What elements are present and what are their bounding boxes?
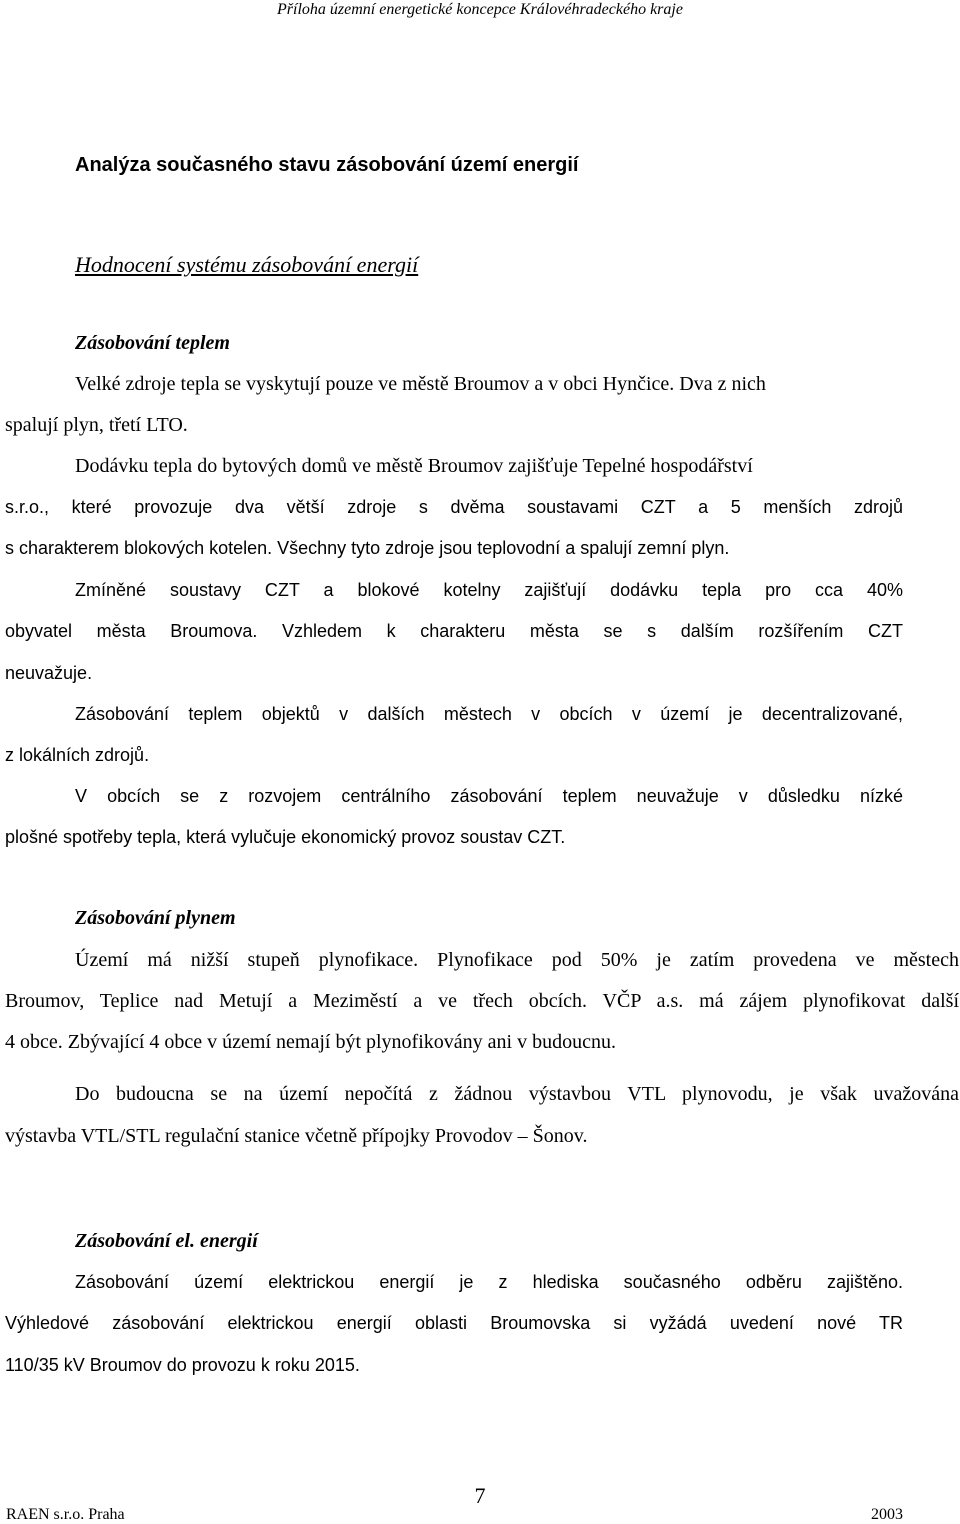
gas-line: Broumov, Teplice nad Metují a Meziměstí a ve třech obcích. VČP a.s. má zájem plynofikovat další xyxy=(5,990,959,1012)
page-number: 7 xyxy=(474,1483,486,1508)
electricity-line: Výhledové zásobování elektrickou energií oblasti Broumovska si vyžádá uvedení nové TR xyxy=(5,1313,903,1333)
main-title: Analýza současného stavu zásobování území energií xyxy=(75,154,579,176)
electricity-heading: Zásobování el. energií xyxy=(75,1230,258,1252)
heat-line: obyvatel města Broumova. Vzhledem k charakteru města se s dalším rozšířením CZT xyxy=(5,621,903,641)
section-title: Hodnocení systému zásobování energií xyxy=(75,252,419,277)
gas-line: Území má nižší stupeň plynofikace. Plynofikace pod 50% je zatím provedena ve městech xyxy=(75,949,959,971)
heat-line: z lokálních zdrojů. xyxy=(5,745,150,765)
heat-line: Velké zdroje tepla se vyskytují pouze ve městě Broumov a v obci Hynčice. Dva z nich xyxy=(75,373,766,395)
heat-line: V obcích se z rozvojem centrálního zásobování teplem neuvažuje v důsledku nízké xyxy=(75,786,903,806)
footer-year: 2003 xyxy=(871,1506,903,1523)
heat-line: Dodávku tepla do bytových domů ve městě Broumov zajišťuje Tepelné hospodářství xyxy=(75,455,753,477)
heat-heading: Zásobování teplem xyxy=(75,332,230,354)
gas-line: Do budoucna se na území nepočítá z žádnou výstavbou VTL plynovodu, je však uvažována xyxy=(75,1083,959,1105)
gas-heading: Zásobování plynem xyxy=(75,907,236,929)
heat-line: s charakterem blokových kotelen. Všechny tyto zdroje jsou teplovodní a spalují zemní plyn. xyxy=(5,538,730,558)
electricity-line: 110/35 kV Broumov do provozu k roku 2015. xyxy=(5,1355,360,1375)
heat-line: s.r.o., které provozuje dva větší zdroje s dvěma soustavami CZT a 5 menších zdrojů xyxy=(5,497,903,517)
heat-line: Zmíněné soustavy CZT a blokové kotelny zajišťují dodávku tepla pro cca 40% xyxy=(75,580,903,600)
heat-line: Zásobování teplem objektů v dalších městech v obcích v území je decentralizované, xyxy=(75,704,903,724)
heat-line: spalují plyn, třetí LTO. xyxy=(5,414,188,436)
heat-line: neuvažuje. xyxy=(5,663,93,683)
heat-line: plošné spotřeby tepla, která vylučuje ekonomický provoz soustav CZT. xyxy=(5,827,566,847)
electricity-line: Zásobování území elektrickou energií je z hlediska současného odběru zajištěno. xyxy=(75,1272,903,1292)
gas-line: výstavba VTL/STL regulační stanice včetně přípojky Provodov – Šonov. xyxy=(5,1125,588,1147)
gas-line: 4 obce. Zbývající 4 obce v území nemají být plynofikovány ani v budoucnu. xyxy=(5,1031,616,1053)
footer-company: RAEN s.r.o. Praha xyxy=(6,1506,125,1523)
running-header: Příloha územní energetické koncepce Královéhradeckého kraje xyxy=(277,1,683,18)
